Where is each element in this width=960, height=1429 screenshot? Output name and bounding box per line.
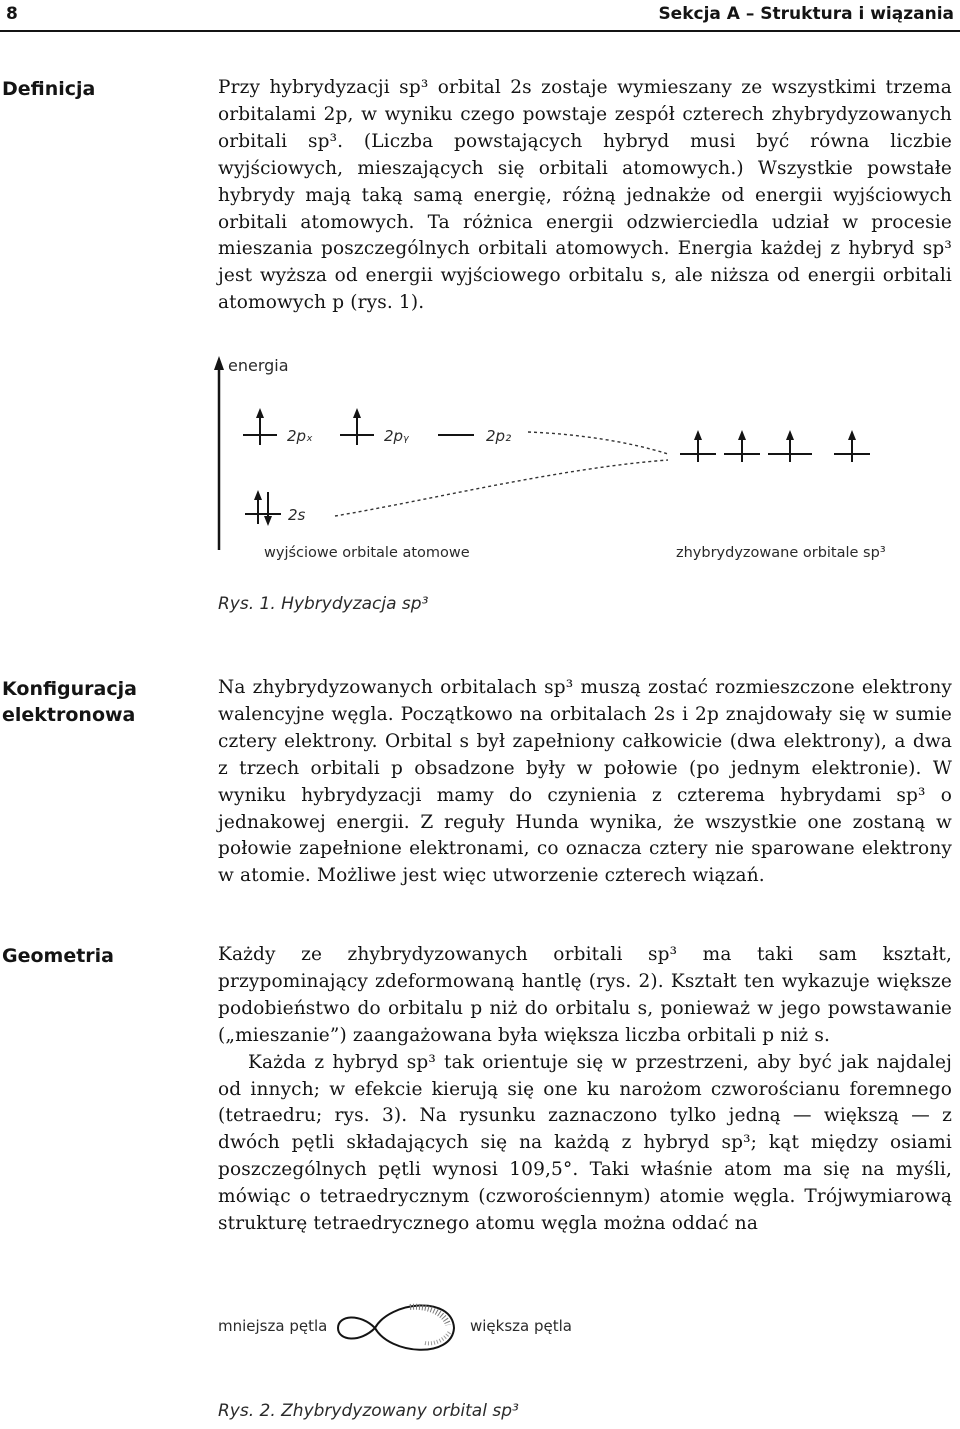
figure1-caption: Rys. 1. Hybrydyzacja sp³: [218, 594, 429, 614]
konfiguracja-label-line1: Konfiguracja: [2, 678, 137, 700]
electron-up-arrow-head: [256, 408, 264, 418]
konfiguracja-label-line2: elektronowa: [2, 704, 136, 726]
orbital-2pz-label: 2p₂: [486, 427, 512, 445]
geometria-paragraph-1: Każdy ze zhybrydyzowanych orbitali sp³ ma taki sam kształt, przypominający zdeformowaną hantlę (rys. 2). Kształt ten wykazuje większe podobieństwo do orbitalu p niż do orbitalu s, ponieważ w jego powstawanie („mieszanie”) zaangażowana była większa liczba orbitali p niż s.: [218, 944, 952, 1046]
orbital-2s-label: 2s: [288, 506, 306, 524]
small-loop-shape: [338, 1317, 375, 1338]
electron-up-arrow-head: [254, 490, 262, 500]
hybrid-orbital-drawing: [330, 1293, 470, 1363]
figure2-caption: Rys. 2. Zhybrydyzowany orbital sp³: [218, 1401, 519, 1421]
definicja-text: [218, 75, 952, 317]
header-rule: [0, 30, 960, 32]
electron-up-arrow-head: [353, 408, 361, 418]
correlation-line-s: [335, 460, 668, 516]
page-number: 8: [6, 4, 18, 24]
electron-up-arrow-head: [694, 430, 702, 440]
orbital-2py-label: 2pᵧ: [384, 427, 409, 445]
small-loop-label: mniejsza pętla: [218, 1317, 328, 1335]
large-loop-label: większa pętla: [470, 1317, 572, 1335]
section-title: Sekcja A – Struktura i wiązania: [658, 4, 954, 24]
energy-axis-label: energia: [228, 356, 289, 375]
definicja-label: Definicja: [2, 78, 96, 100]
correlation-line-p: [528, 432, 668, 454]
hybrid-orbitals-caption: zhybrydyzowane orbitale sp³: [676, 545, 886, 561]
orbital-2px-label: 2pₓ: [287, 427, 313, 445]
electron-down-arrow-head: [264, 516, 272, 526]
initial-orbitals-caption: wyjściowe orbitale atomowe: [264, 545, 470, 561]
electron-up-arrow-head: [848, 430, 856, 440]
electron-up-arrow-head: [738, 430, 746, 440]
konfiguracja-paragraph: Na zhybrydyzowanych orbitalach sp³ muszą zostać rozmieszczone elektrony walencyjne węgla. Początkowo na orbitalach 2s i 2p znajdowały się w sumie cztery elektrony. Orbital s był zapełniony całkowicie (dwa elektrony), a dwa z trzech orbitali p obsadzone były w połowie (po jednym elektronie). W wyniku hybrydyzacji mamy do czynienia z czterema hybrydami sp³ o jednakowej energii. Z reguły Hunda wynika, że wszystkie one zostaną w połowie zapełnione elektronami, co oznacza cztery nie sparowane elektrony w atomie. Możliwe jest więc utworzenie czterech wiązań.: [218, 677, 952, 887]
geometria-paragraph-2: Każda z hybryd sp³ tak orientuje się w przestrzeni, aby być jak najdalej od innych; w efekcie kierują się one ku narożom czworościanu foremnego (tetraedru; rys. 3). Na rysunku zaznaczono tylko jedną — większą — z dwóch pętli składających się na każdą z hybryd sp³; kąt między osiami poszczególnych pętli wynosi 109,5°. Taki właśnie atom ma się na myśli, mówiąc o tetraedrycznym (czworościennym) atomie węgla. Trójwymiarową strukturę tetraedrycznego atomu węgla można oddać na: [218, 1051, 952, 1235]
konfiguracja-label: [2, 676, 137, 728]
konfiguracja-text: [218, 675, 952, 890]
large-loop-shape: [375, 1305, 454, 1349]
definicja-paragraph: Przy hybrydyzacji sp³ orbital 2s zostaje wymieszany ze wszystkimi trzema orbitalami 2p, w wyniku czego powstaje zespół czterech zhybrydyzowanych orbitali sp³. (Liczba powstających hybryd musi być równa liczbie wyjściowych, mieszających się orbitali atomowych.) Wszystkie powstałe hybrydy mają taką samą energię, różną jednakże od energii wyjściowych orbitali atomowych. Ta różnica energii odzwierciedla udział w procesie mieszania poszczególnych orbitali atomowych. Energia każdej z hybryd sp³ jest wyższa od energii wyjściowego orbitalu s, ale niższa od energii orbitali atomowych p (rys. 1).: [218, 77, 952, 314]
energy-axis-arrow: [214, 356, 224, 370]
electron-up-arrow-head: [786, 430, 794, 440]
geometria-text: [218, 942, 952, 1238]
geometria-label: Geometria: [2, 945, 115, 967]
